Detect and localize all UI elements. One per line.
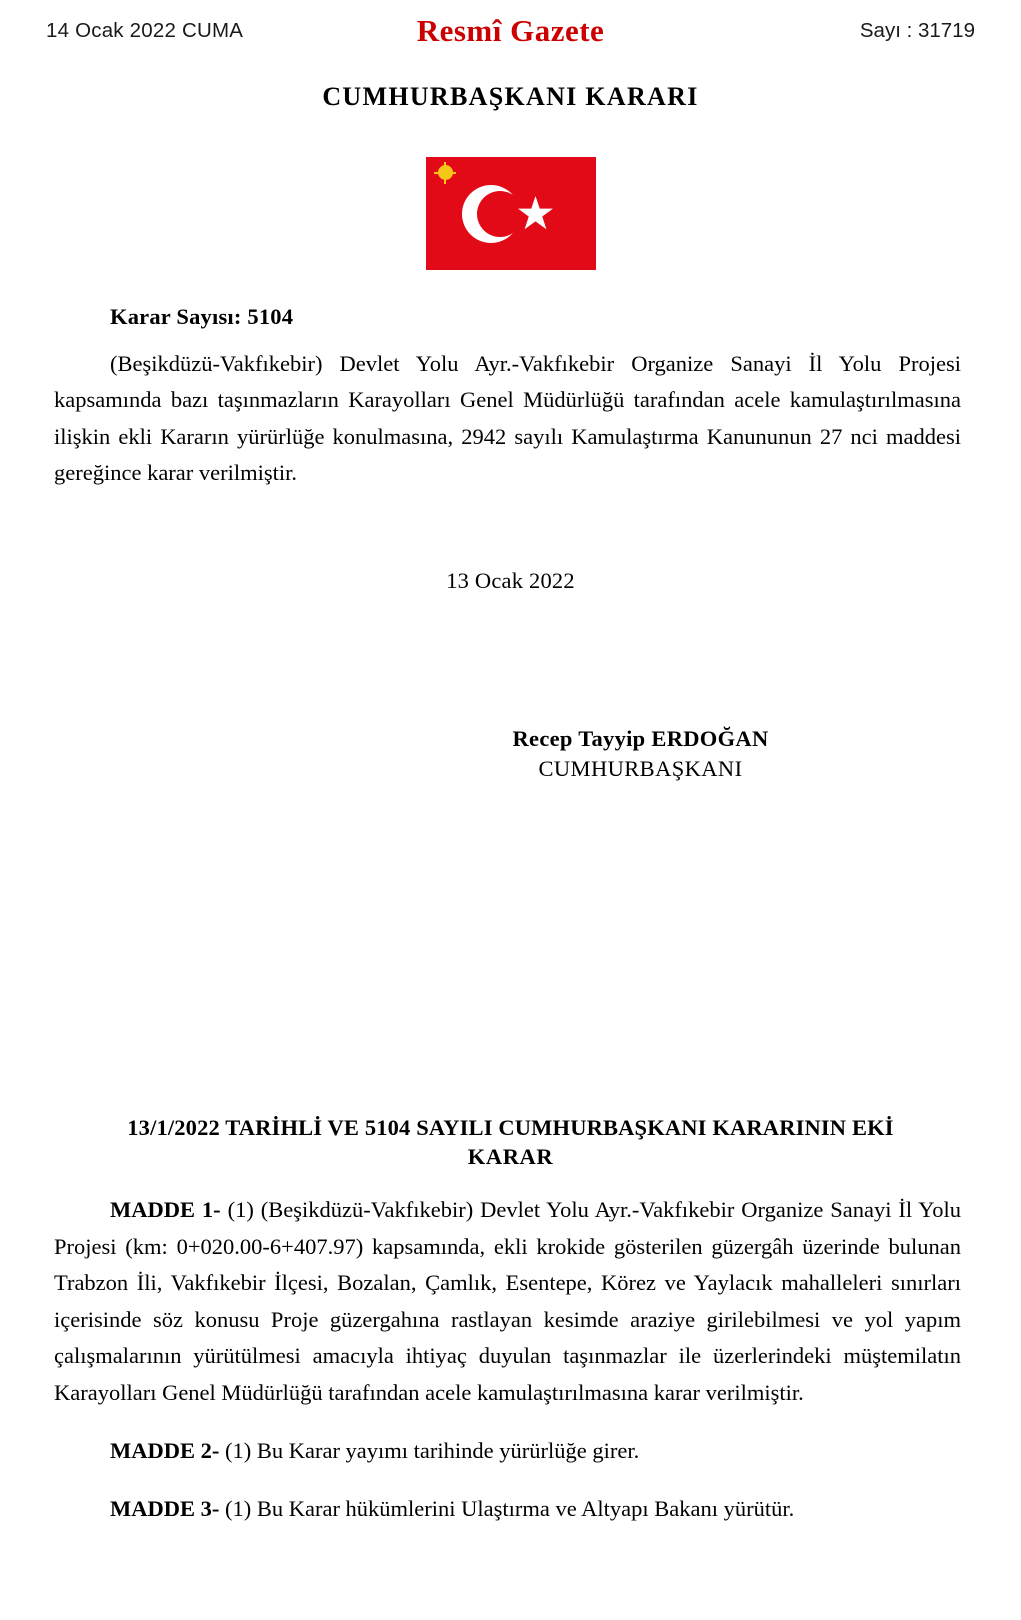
- signatory-role: CUMHURBAŞKANI: [538, 755, 743, 781]
- gazette-header: [46, 0, 975, 62]
- article-3: [46, 1491, 975, 1527]
- annex-subtitle: KARAR: [467, 1144, 554, 1170]
- flag-container: [46, 157, 975, 270]
- issue-number: Sayı : 31719: [859, 19, 975, 42]
- decision-date: 13 Ocak 2022: [446, 567, 575, 593]
- article-2-label: MADDE 2-: [110, 1438, 220, 1463]
- article-1: [46, 1192, 975, 1411]
- crescent-inner-shape: [477, 191, 523, 237]
- signature-block: [46, 726, 975, 782]
- article-1-text: (1) (Beşikdüzü-Vakfıkebir) Devlet Yolu Ayr.-Vakfıkebir Organize Sanayi İl Yolu Projesi (km: 0+020.00-6+407.97) kapsamında, ekli krokide gösterilen güzergâh üzerinde bulunan Trabzon İli, Vakfıkebir İlçesi, Bozalan, Çamlık, Esentepe, Körez ve Yaylacık mahalleleri sınırları içerisinde söz konusu Proje güzergahına rastlayan kesimde araziye girilebilmesi ve yol yapım çalışmalarının yürütülmesi amacıyla ihtiyaç duyulan taşınmazlar ile üzerlerindeki müştemilatın Karayolları Genel Müdürlüğü tarafından acele kamulaştırılmasına karar verilmiştir.: [54, 1197, 962, 1405]
- decision-paragraph: (Beşikdüzü-Vakfıkebir) Devlet Yolu Ayr.-Vakfıkebir Organize Sanayi İl Yolu Projesi kapsamında bazı taşınmazların Karayolları Genel Müdürlüğü tarafından acele kamulaştırılmasına ilişkin ekli Kararın yürürlüğe konulmasına, 2942 sayılı Kamulaştırma Kanununun 27 nci maddesi gereğince karar verilmiştir.: [54, 351, 961, 486]
- article-3-text: (1) Bu Karar hükümlerini Ulaştırma ve Altyapı Bakanı yürütür.: [219, 1496, 795, 1522]
- page-title: CUMHURBAŞKANI KARARI: [322, 82, 699, 111]
- star-icon: [518, 196, 554, 232]
- annex-title: 13/1/2022 TARİHLİ VE 5104 SAYILI CUMHURBAŞKANI KARARININ EKİ: [127, 1114, 894, 1140]
- decision-number: Karar Sayısı: 5104: [110, 304, 294, 329]
- turkish-flag-icon: [426, 157, 596, 270]
- article-1-label: MADDE 1-: [110, 1197, 221, 1223]
- publication-date: 14 Ocak 2022 CUMA: [46, 19, 244, 42]
- article-2: [46, 1433, 975, 1469]
- gazette-title: Resmî Gazete: [416, 13, 605, 48]
- article-2-text: (1) Bu Karar yayımı tarihinde yürürlüğe girer.: [219, 1438, 640, 1463]
- annex-section: [46, 1112, 975, 1528]
- article-3-label: MADDE 3-: [110, 1496, 220, 1522]
- signatory-name: Recep Tayyip ERDOĞAN: [512, 725, 769, 751]
- sun-icon: [438, 165, 453, 180]
